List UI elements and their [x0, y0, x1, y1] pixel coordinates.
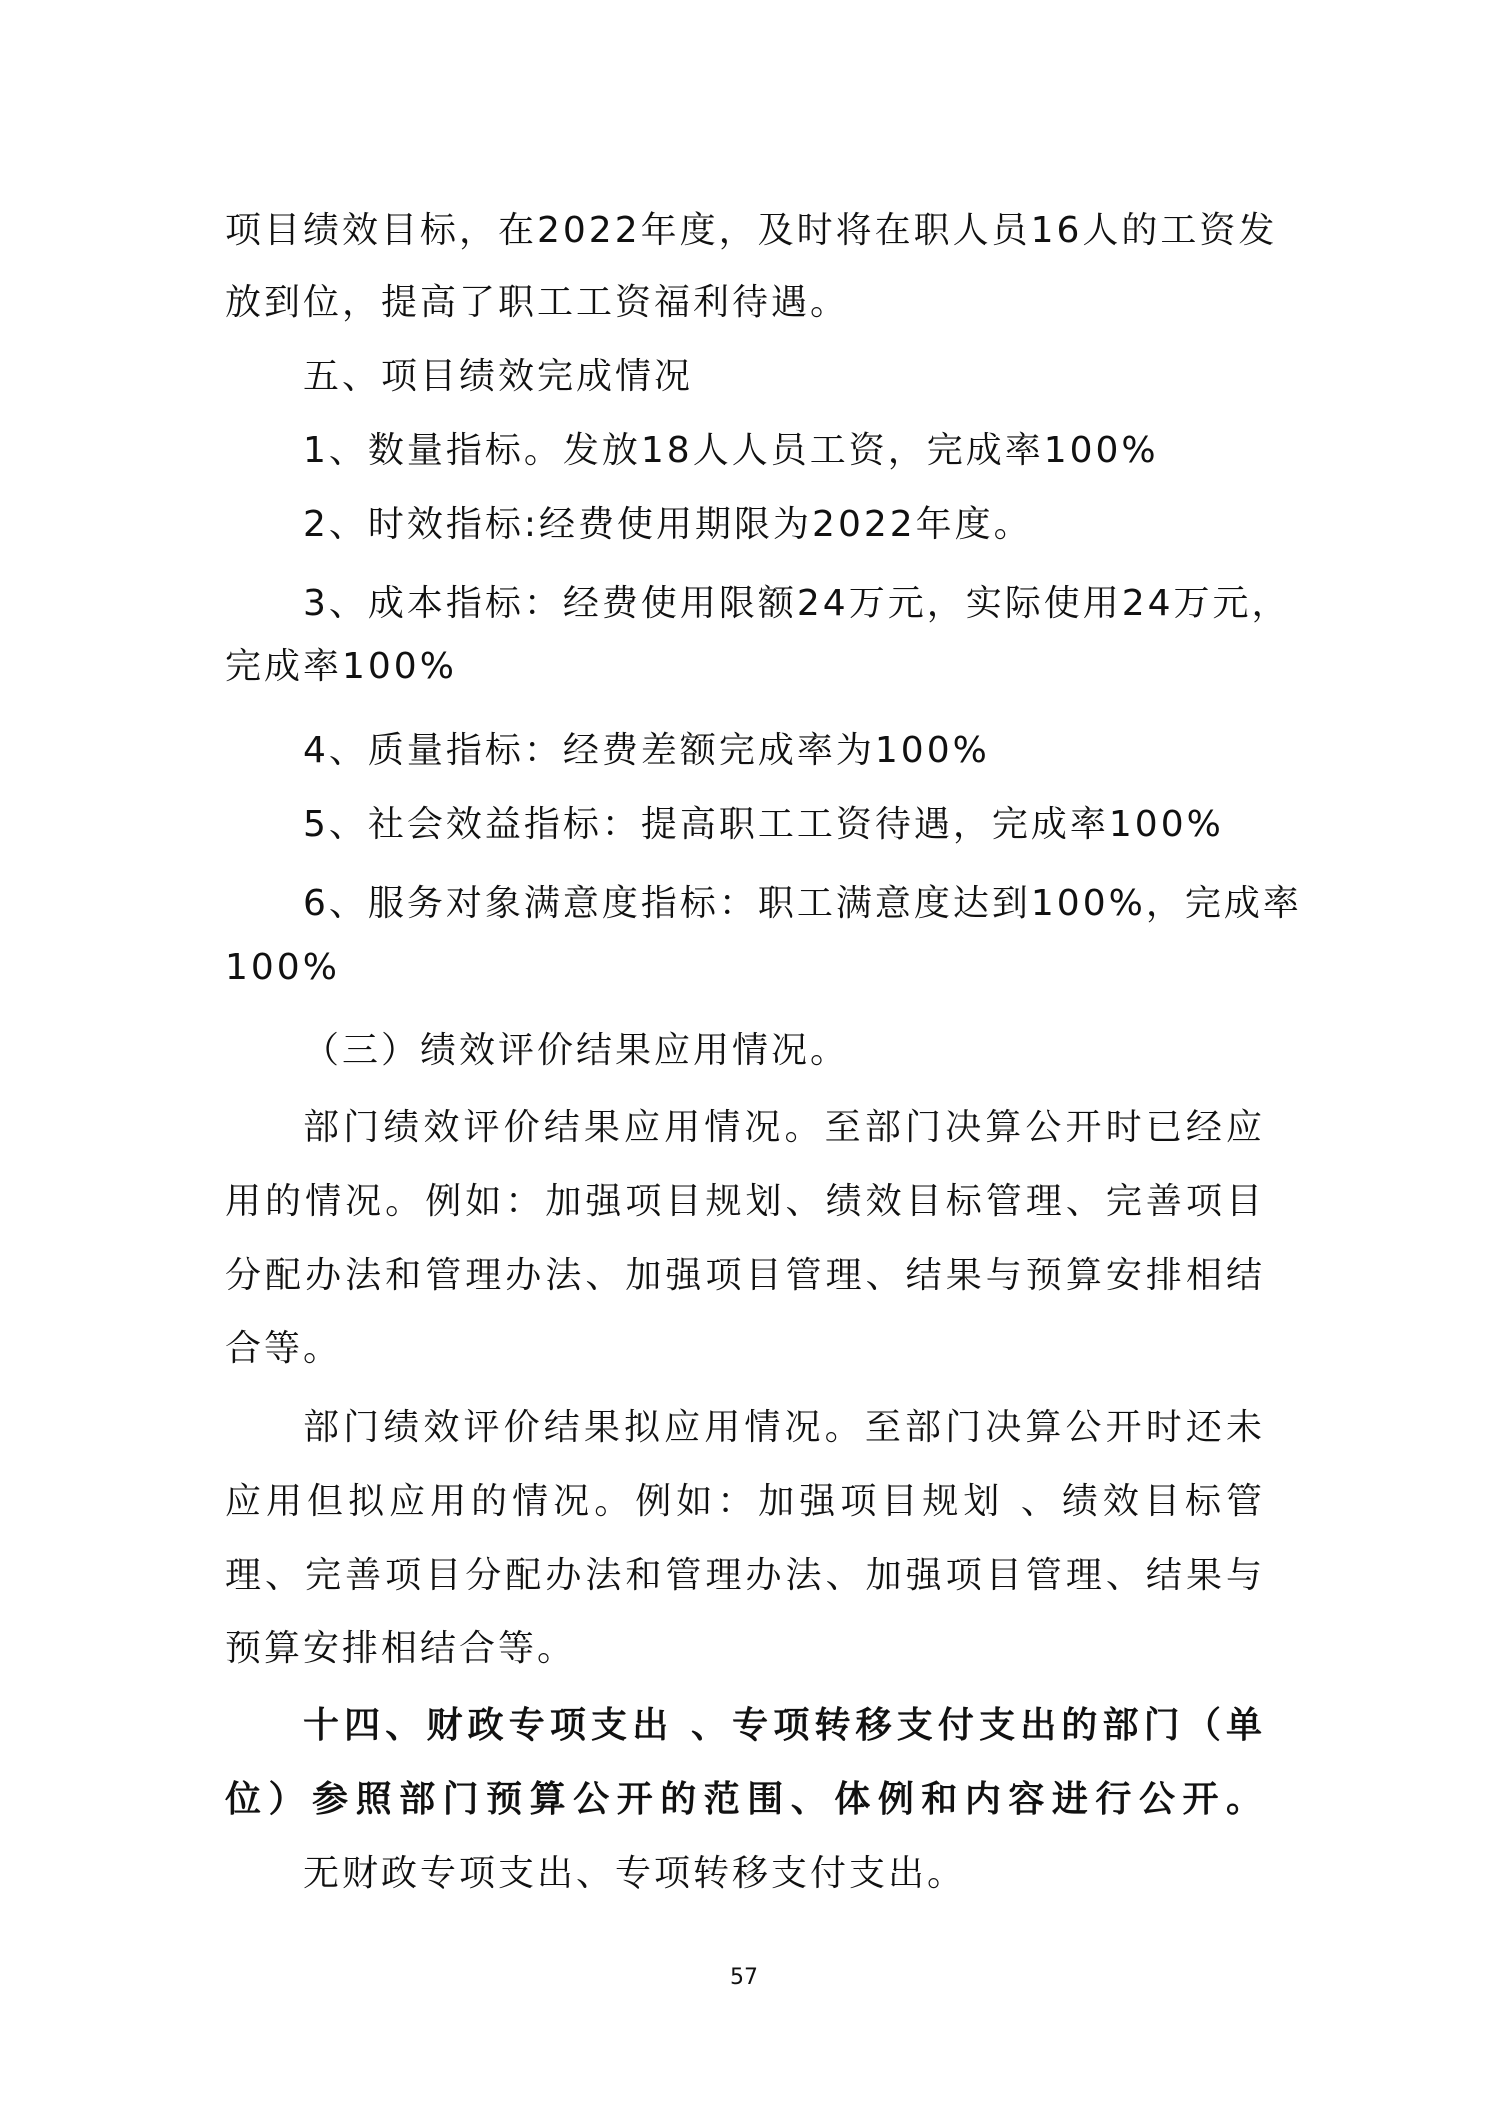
list-item: 6、服务对象满意度指标：职工满意度达到100%，完成率	[303, 883, 1302, 924]
section-heading-bold: 十四、财政专项支出 、专项转移支付支出的部门（单	[303, 1705, 1265, 1746]
list-item: 3、成本指标：经费使用限额24万元，实际使用24万元，	[303, 583, 1291, 624]
list-item: 4、质量指标：经费差额完成率为100%	[303, 730, 990, 771]
body-text-line: 预算安排相结合等。	[225, 1628, 577, 1669]
list-item: 5、社会效益指标：提高职工工资待遇，完成率100%	[303, 804, 1224, 845]
list-item-continuation: 完成率100%	[225, 646, 457, 687]
section-heading: 五、项目绩效完成情况	[303, 356, 694, 397]
list-item-continuation: 100%	[225, 947, 340, 988]
body-text-line: 用的情况。例如：加强项目规划、绩效目标管理、完善项目	[225, 1181, 1265, 1222]
list-item: 1、数量指标。发放18人人员工资，完成率100%	[303, 430, 1159, 471]
body-text-line: 无财政专项支出、专项转移支付支出。	[303, 1853, 967, 1894]
body-text-line: 应用但拟应用的情况。例如：加强项目规划 、绩效目标管	[225, 1481, 1265, 1522]
body-text-line: 放到位，提高了职工工资福利待遇。	[225, 282, 850, 323]
page-number: 57	[730, 1965, 758, 1990]
body-text-line: 项目绩效目标，在2022年度，及时将在职人员16人的工资发	[225, 210, 1278, 251]
subsection-heading: （三）绩效评价结果应用情况。	[303, 1030, 850, 1071]
list-item: 2、时效指标:经费使用期限为2022年度。	[303, 504, 1033, 545]
body-text-line: 部门绩效评价结果拟应用情况。至部门决算公开时还未	[303, 1407, 1265, 1448]
body-text-line: 分配办法和管理办法、加强项目管理、结果与预算安排相结	[225, 1255, 1265, 1296]
body-text-line: 合等。	[225, 1328, 343, 1369]
section-heading-bold: 位）参照部门预算公开的范围、体例和内容进行公开。	[225, 1779, 1265, 1820]
body-text-line: 理、完善项目分配办法和管理办法、加强项目管理、结果与	[225, 1555, 1265, 1596]
body-text-line: 部门绩效评价结果应用情况。至部门决算公开时已经应	[303, 1107, 1265, 1148]
